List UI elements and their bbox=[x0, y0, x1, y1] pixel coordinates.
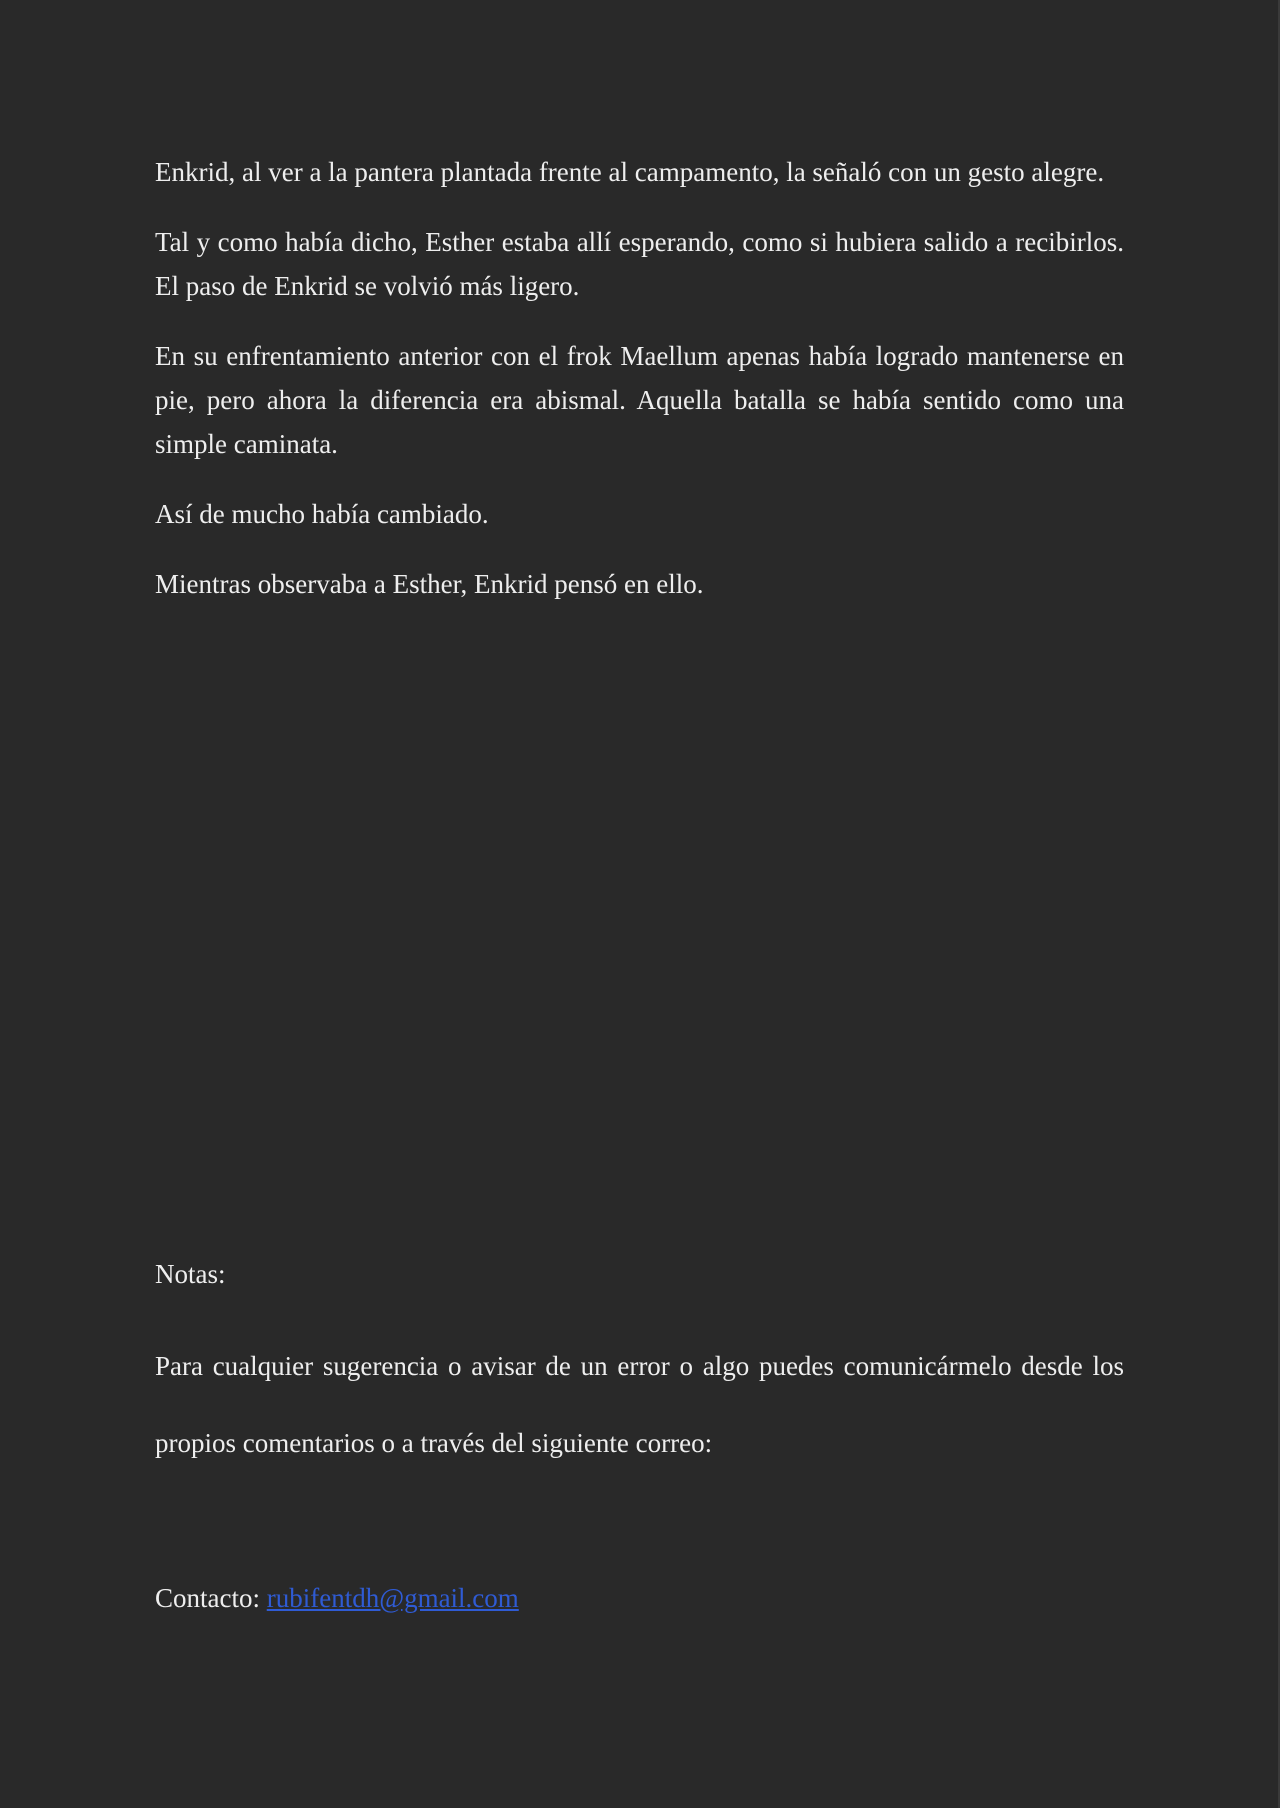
chapter-body bbox=[155, 150, 1124, 632]
story-paragraph: Enkrid, al ver a la pantera plantada frente al campamento, la señaló con un gesto alegre. bbox=[155, 157, 1105, 187]
contact-line bbox=[155, 1580, 1124, 1616]
notes-title: Notas: bbox=[155, 1259, 226, 1289]
author-notes bbox=[155, 1256, 1124, 1616]
story-paragraph: Tal y como había dicho, Esther estaba allí esperando, como si hubiera salido a recibirlos. El paso de Enkrid se volvió más ligero. bbox=[155, 227, 1124, 301]
contact-label: Contacto: bbox=[155, 1583, 260, 1613]
notes-text: Para cualquier sugerencia o avisar de un error o algo puedes comunicármelo desde los propios comentarios o a través del siguiente correo: bbox=[155, 1351, 1124, 1458]
story-paragraph: En su enfrentamiento anterior con el frok Maellum apenas había logrado mantenerse en pie, pero ahora la diferencia era abismal. Aquella batalla se había sentido como una simple caminata. bbox=[155, 341, 1124, 459]
contact-email-link[interactable]: rubifentdh@gmail.com bbox=[266, 1583, 519, 1613]
story-paragraph: Así de mucho había cambiado. bbox=[155, 499, 489, 529]
story-paragraph: Mientras observaba a Esther, Enkrid pensó en ello. bbox=[155, 569, 704, 599]
